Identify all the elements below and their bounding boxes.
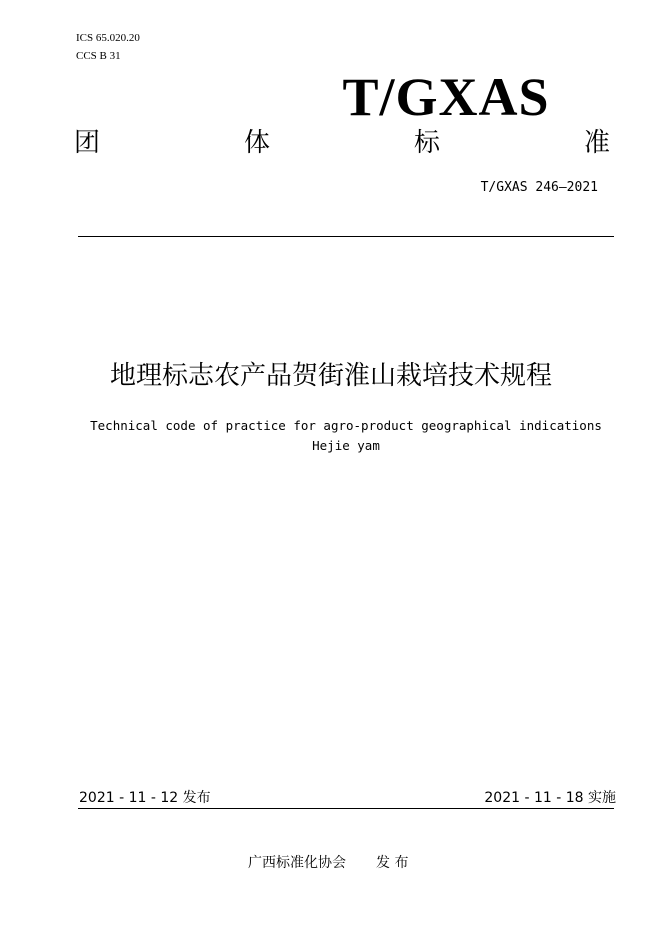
standard-type-heading [74, 126, 610, 160]
publisher-line [248, 854, 408, 872]
standard-type-char: 体 [243, 128, 270, 158]
issue-date: 2021 - 11 - 12 发布 [79, 790, 211, 806]
footer-divider [78, 808, 614, 809]
standard-type-char: 团 [74, 128, 101, 158]
header-divider [78, 236, 614, 237]
standard-type-char: 准 [583, 128, 610, 158]
publisher-action: 发 布 [376, 855, 409, 871]
publisher-organization: 广西标准化协会 [248, 855, 346, 871]
implementation-date: 2021 - 11 - 18 实施 [484, 790, 616, 806]
document-title-english-line-2: Hejie yam [312, 438, 380, 453]
standard-type-char: 标 [413, 128, 440, 158]
document-title-english-line-1: Technical code of practice for agro-product geographical indications [90, 418, 602, 433]
standard-brand-logo: T/GXAS [342, 67, 550, 127]
standard-number: T/GXAS 246—2021 [480, 180, 598, 195]
ccs-code: CCS B 31 [76, 50, 121, 62]
document-title-chinese: 地理标志农产品贺街淮山栽培技术规程 [109, 361, 552, 391]
ics-code: ICS 65.020.20 [76, 32, 140, 44]
